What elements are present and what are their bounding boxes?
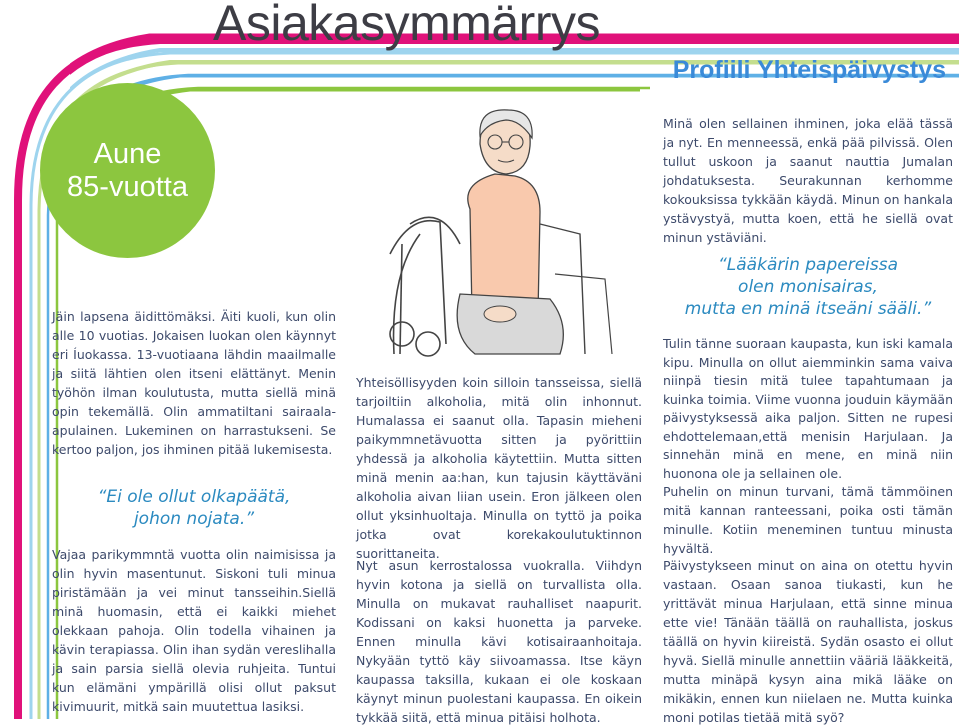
col3-paragraph-2: Tulin tänne suoraan kaupasta, kun iski kamala kipu. Minulla on ollut aiemminkin sama vaiva niinpä tiesin mitä tulee tapahtumaan ja kuinka toimia. Viime vuonna jouduin käymään päivystyksessä aika paljon. Sitten ne rupesi ehdottelemaan,että menisin Harjulaan. Ja sinnehän minä en mene, en minä niin huonona ole ja sellainen ole. [663,336,953,481]
col1-quote-line-1: “Ei ole ollut olkapäätä, [97,487,291,507]
col2-paragraph-2: Nyt asun kerrostalossa vuokralla. Viihdyn hyvin kotona ja siellä on turvallista olla. Minulla on mukavat rauhalliset naapurit. Kodissani on kaksi huonetta ja parveke. Ennen minulla kävi kotisairaanhoitaja. Nykyään tyttö käy siivoamassa. Itse käyn kaupassa taksilla, kukaan ei ole koskaan käynyt minun puolestani kaupassa. En oikein tykkää siitä, että minua pitäisi holhota. [356,558,642,725]
col3-quote-line-2: olen monisairas, [738,277,878,297]
col1-quote-line-2: johon nojata.” [133,509,255,529]
page-subtitle: Profiili Yhteispäivystys [672,56,946,84]
col3-quote [663,254,953,320]
col3-paragraph-1: Minä olen sellainen ihminen, joka elää tässä ja nyt. En menneessä, enkä pää pilvissä. Olen tullut uskoon ja saanut nauttia Jumalan johdatuksesta. Seurakunnan kerhomme kokouksissa tykkään käydä. Minun on hankala ystävystyä, mutta koen, että he siellä ovat minun ystäviäni. [663,116,953,245]
col3-paragraph-3: Puhelin on minun turvani, tämä tämmöinen mitä kannan ranteessani, poika osti tämän minulle. Kotiin meneminen tuntuu minusta hyvältä. [663,484,953,556]
col1-quote [52,486,336,530]
col1-paragraph-1: Jäin lapsena äidittömäksi. Äiti kuoli, kun olin alle 10 vuotias. Jokaisen luokan olen käynnyt eri Íuokassa. 13-vuotiaana lähdin maailmalle ja siitä lähtien olen itseni elättänyt. Menin työhön ilman koulutusta, mutta siellä minä opin tekemällä. Olin ammatiltani sairaala-apulainen. Lukeminen on harrastukseni. Se kertoo paljon, jos ihminen pitää lukemisesta. [52,309,336,457]
hands [484,306,516,322]
col3-paragraph-4: Päivystykseen minut on aina on otettu hyvin vastaan. Osaan sanoa tiukasti, kun he yrittävät minua Harjulaan, että sinne minua ette vie! Tänään täällä on rauhallista, joskus täällä on hyvin kiireistä. Sydän osasto ei ollut hyvä. Siellä minulle annettiin vääriä lääkkeitä, mutta minäpä kysyn aina mikä lääke on mikäkin, ennen kun niielaen ne. Mutta kuinka moni potilas tietää mitä syö? [663,558,953,725]
col3-quote-line-1: “Lääkärin papereissa [717,255,899,275]
walker-sketch [390,217,460,356]
col2-paragraph-1: Yhteisöllisyyden koin silloin tansseissa, siellä tarjoiltiin alkoholia, mitä olin inhonnut. Humalassa ei saanut olla. Tapasin mieheni paikymmnetävuotta sitten ja pyörittiin yhdessä ja alkoholia käytettiin. Mutta sitten minä menin aa:han, kun tajusin käyttäväni alkoholia aivan liian usein. Eron jälkeen olen ollut yksinhuoltaja. Minulla on tyttö ja poika jotka ovat korekakoulutuktinnon suorittaneita. [356,375,642,561]
col1-paragraph-2: Vajaa parikymmntä vuotta olin naimisissa ja olin hyvin masentunut. Siskoni tuli minua piristämään ja vei minut tansseihin.Siellä minä huomasin, että ei kaikki miehet olekkaan pahoja. Olin todella vihainen ja kävin terapiassa. Olin ihan sydän vereslihalla ja sain parsia siellä olevia ruhjeita. Tuntui kun elämäni ympärillä olisi ollut paksut kivimuurit, mitkä sain muutettua lasiksi. [52,547,336,714]
profile-age: 85-vuotta [67,170,188,203]
page-title: Asiakasymmärrys [213,0,600,51]
lap [457,294,563,354]
col3-quote-line-3: mutta en minä itseäni sääli.” [684,299,932,319]
profile-circle [40,83,215,258]
elderly-woman-illustration [380,104,628,364]
profile-name: Aune [93,137,162,170]
